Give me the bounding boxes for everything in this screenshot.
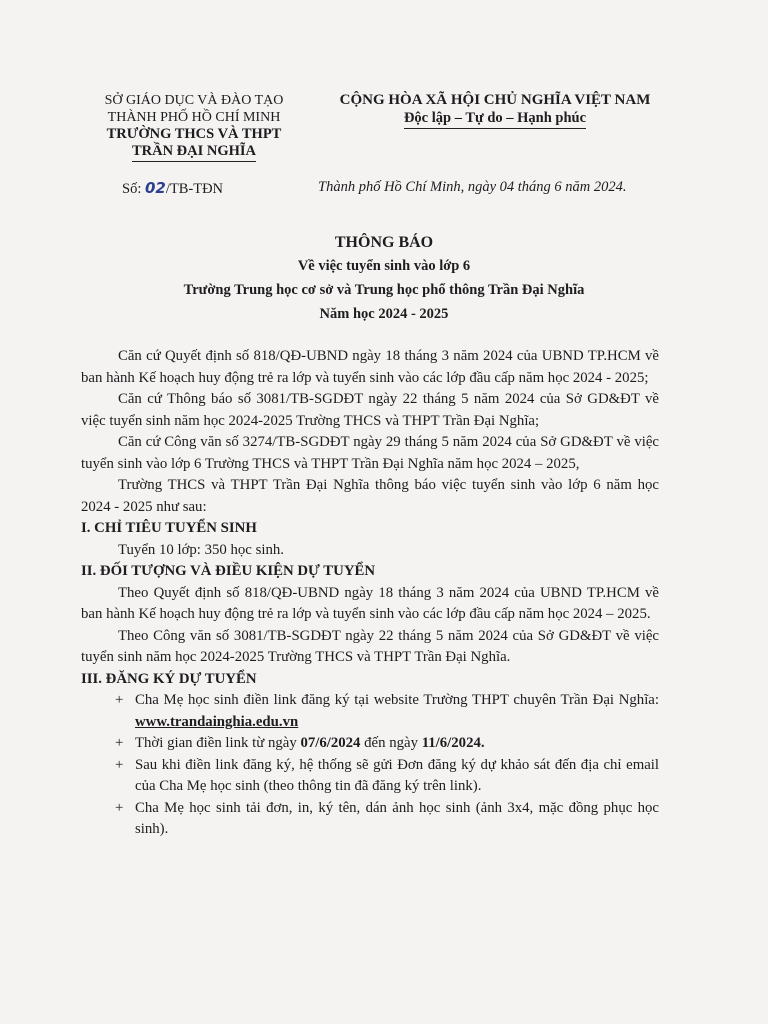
title-school: Trường Trung học cơ sở và Trung học phổ thông Trần Đại Nghĩa — [183, 282, 585, 298]
website-link[interactable]: www.trandainghia.edu.vn — [135, 713, 299, 730]
section-2-paragraph-1: Theo Quyết định số 818/QĐ-UBND ngày 18 tháng 3 năm 2024 của UBND TP.HCM về ban hành Kế hoạch huy động trẻ ra lớp và tuyển sinh vào các lớp đầu cấp năm học 2024 – 2025. — [81, 584, 659, 622]
list-item — [115, 690, 659, 733]
bullet-1-text: Cha Mẹ học sinh điền link đăng ký tại website Trường THPT chuyên Trần Đại Nghĩa: — [135, 692, 659, 708]
end-date: 11/6/2024. — [421, 735, 485, 751]
registration-list — [81, 690, 659, 841]
document-number-suffix: /TB-TĐN — [165, 181, 224, 197]
handwritten-number: 02 — [144, 179, 166, 197]
issuing-authority — [84, 92, 304, 162]
school-name-line-1: TRƯỜNG THCS VÀ THPT — [106, 126, 282, 142]
document-body — [81, 346, 659, 841]
department-line-2: THÀNH PHỐ HỒ CHÍ MINH — [107, 110, 281, 125]
section-2-paragraph-2: Theo Công văn số 3081/TB-SGDĐT ngày 22 tháng 5 năm 2024 của Sở GD&ĐT về việc tuyển sinh năm học 2024-2025 Trường THCS và THPT Trần Đại Nghĩa. — [81, 627, 659, 665]
list-item — [115, 755, 659, 798]
document-title — [0, 232, 768, 326]
section-3-heading: III. ĐĂNG KÝ DỰ TUYỂN — [81, 670, 257, 687]
department-line-1: SỞ GIÁO DỤC VÀ ĐÀO TẠO — [104, 93, 284, 108]
document-number-label: Số: — [122, 181, 145, 197]
title-main: THÔNG BÁO — [334, 234, 434, 251]
school-name-line-2: TRẦN ĐẠI NGHĨA — [132, 143, 256, 162]
bullet-2-mid: đến ngày — [360, 735, 422, 751]
bullet-3-text: Sau khi điền link đăng ký, hệ thống sẽ gửi Đơn đăng ký dự khảo sát đến địa chỉ email của Cha Mẹ học sinh (theo thông tin đã đăng ký trên link). — [135, 756, 659, 794]
bullet-mark: + — [115, 756, 124, 773]
title-school-year: Năm học 2024 - 2025 — [319, 306, 449, 322]
bullet-mark: + — [115, 735, 124, 751]
section-1-heading: I. CHỈ TIÊU TUYỂN SINH — [81, 520, 257, 536]
document-date: Thành phố Hồ Chí Minh, ngày 04 tháng 6 năm 2024. — [318, 179, 627, 195]
start-date: 07/6/2024 — [300, 735, 361, 751]
intro-paragraph-2: Căn cứ Thông báo số 3081/TB-SGDĐT ngày 22 tháng 5 năm 2024 của Sở GD&ĐT về việc tuyển sinh năm học 2024-2025 Trường THCS và THPT Trần Đại Nghĩa; — [81, 391, 659, 429]
bullet-mark: + — [115, 692, 124, 708]
list-item — [115, 733, 659, 755]
bullet-4-text: Cha Mẹ học sinh tải đơn, in, ký tên, dán ảnh học sinh (ảnh 3x4, mặc đồng phục học sinh). — [135, 799, 659, 837]
intro-paragraph-4: Trường THCS và THPT Trần Đại Nghĩa thông báo việc tuyển sinh vào lớp 6 năm học 2024 - 2025 như sau: — [81, 477, 659, 515]
bullet-2-pre: Thời gian điền link từ ngày — [135, 735, 301, 751]
national-header — [320, 92, 670, 129]
document-number — [122, 179, 223, 198]
title-subject: Về việc tuyển sinh vào lớp 6 — [297, 258, 471, 274]
section-2-heading: II. ĐỐI TƯỢNG VÀ ĐIỀU KIỆN DỰ TUYỂN — [81, 563, 376, 579]
intro-paragraph-1: Căn cứ Quyết định số 818/QĐ-UBND ngày 18 tháng 3 năm 2024 của UBND TP.HCM về ban hành Kế hoạch huy động trẻ ra lớp và tuyển sinh vào các lớp đầu cấp năm học 2024 - 2025; — [81, 348, 659, 386]
list-item — [115, 798, 659, 841]
national-title: CỘNG HÒA XÃ HỘI CHỦ NGHĨA VIỆT NAM — [339, 92, 651, 108]
intro-paragraph-3: Căn cứ Công văn số 3274/TB-SGDĐT ngày 29 tháng 5 năm 2024 của Sở GD&ĐT về việc tuyển sinh vào lớp 6 Trường THCS và THPT Trần Đại Nghĩa năm học 2024 – 2025, — [81, 434, 659, 472]
section-1-text: Tuyển 10 lớp: 350 học sinh. — [118, 541, 284, 558]
bullet-mark: + — [115, 799, 124, 816]
national-motto: Độc lập – Tự do – Hạnh phúc — [404, 109, 586, 129]
